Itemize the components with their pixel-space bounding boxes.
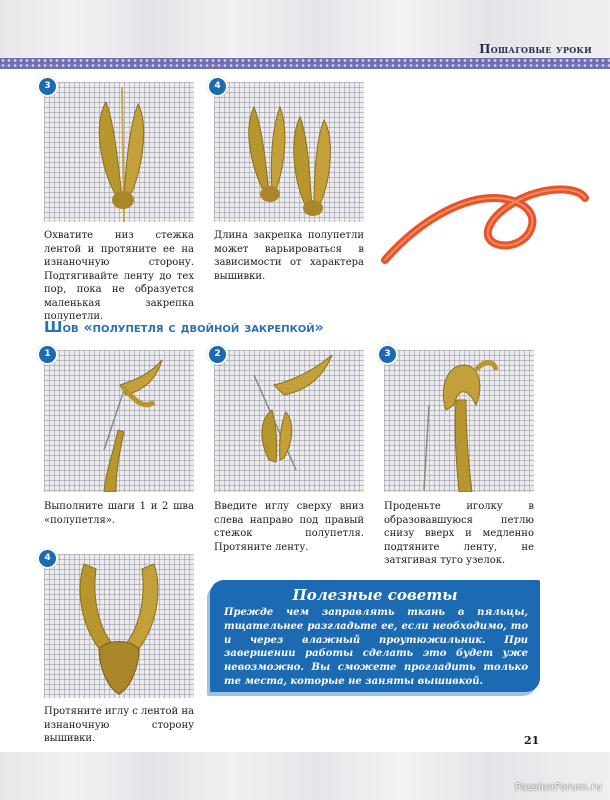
tips-box xyxy=(210,580,540,692)
orange-ribbon-decoration xyxy=(380,150,590,280)
tips-text: Прежде чем заправлять ткань в пяльцы, тщательнее разгладьте ее, если необходимо, то и через влажный проутюжильник. При завершении работы сделать это будет уже невозможно. Вы сможете прогладить только те места, которые не заняты вышивкой. xyxy=(224,607,528,687)
photo-step-4 xyxy=(44,554,194,698)
step-badge: 1 xyxy=(37,344,58,365)
step-3-caption: Проденьте иголку в образовавшуюся петлю снизу вверх и медленно подтяните ленту, не затягивая туго узелок. xyxy=(384,501,534,566)
photo-top-step-4 xyxy=(214,82,364,222)
tips-title: Полезные советы xyxy=(292,586,458,604)
step-4-caption: Протяните иглу с лентой на изнаночную сторону вышивки. xyxy=(44,706,194,744)
gold-ribbon-illustration xyxy=(44,350,194,492)
photo-top-step-3 xyxy=(44,82,194,222)
top-step-3-caption: Охватите низ стежка лентой и протяните ее на изнаночную сторону. Подтягивайте ленту до тех пор, пока не образуется маленькая закрепка полупетли. xyxy=(44,230,194,322)
gold-ribbon-illustration xyxy=(214,82,364,222)
step-2-caption: Введите иглу сверху вниз слева направо под правый стежок полупетля. Протяните ленту. xyxy=(214,501,364,553)
section-title xyxy=(44,318,324,336)
watermark: PassionForum.ru xyxy=(514,782,602,793)
photo-step-2 xyxy=(214,350,364,492)
header-title: Пошаговые уроки xyxy=(479,42,592,56)
section-title-first: Ш xyxy=(44,318,63,336)
gold-ribbon-illustration xyxy=(384,350,534,492)
step-badge: 3 xyxy=(377,344,398,365)
page-number: 21 xyxy=(524,734,540,747)
step-badge: 4 xyxy=(207,76,228,97)
gold-ribbon-illustration xyxy=(44,554,194,698)
gold-ribbon-illustration xyxy=(214,350,364,492)
photo-step-1 xyxy=(44,350,194,492)
section-title-rest: ов «полупетля с двойной закрепкой» xyxy=(62,320,324,336)
photo-step-3 xyxy=(384,350,534,492)
top-step-4-caption: Длина закрепка полупетли может варьироваться в зависимости от характера вышивки. xyxy=(214,230,364,282)
gold-ribbon-illustration xyxy=(44,82,194,222)
step-badge: 3 xyxy=(37,76,58,97)
step-1-caption: Выполните шаги 1 и 2 шва «полупетля». xyxy=(44,501,194,526)
step-badge: 4 xyxy=(37,548,58,569)
step-badge: 2 xyxy=(207,344,228,365)
decorative-band xyxy=(0,58,610,69)
